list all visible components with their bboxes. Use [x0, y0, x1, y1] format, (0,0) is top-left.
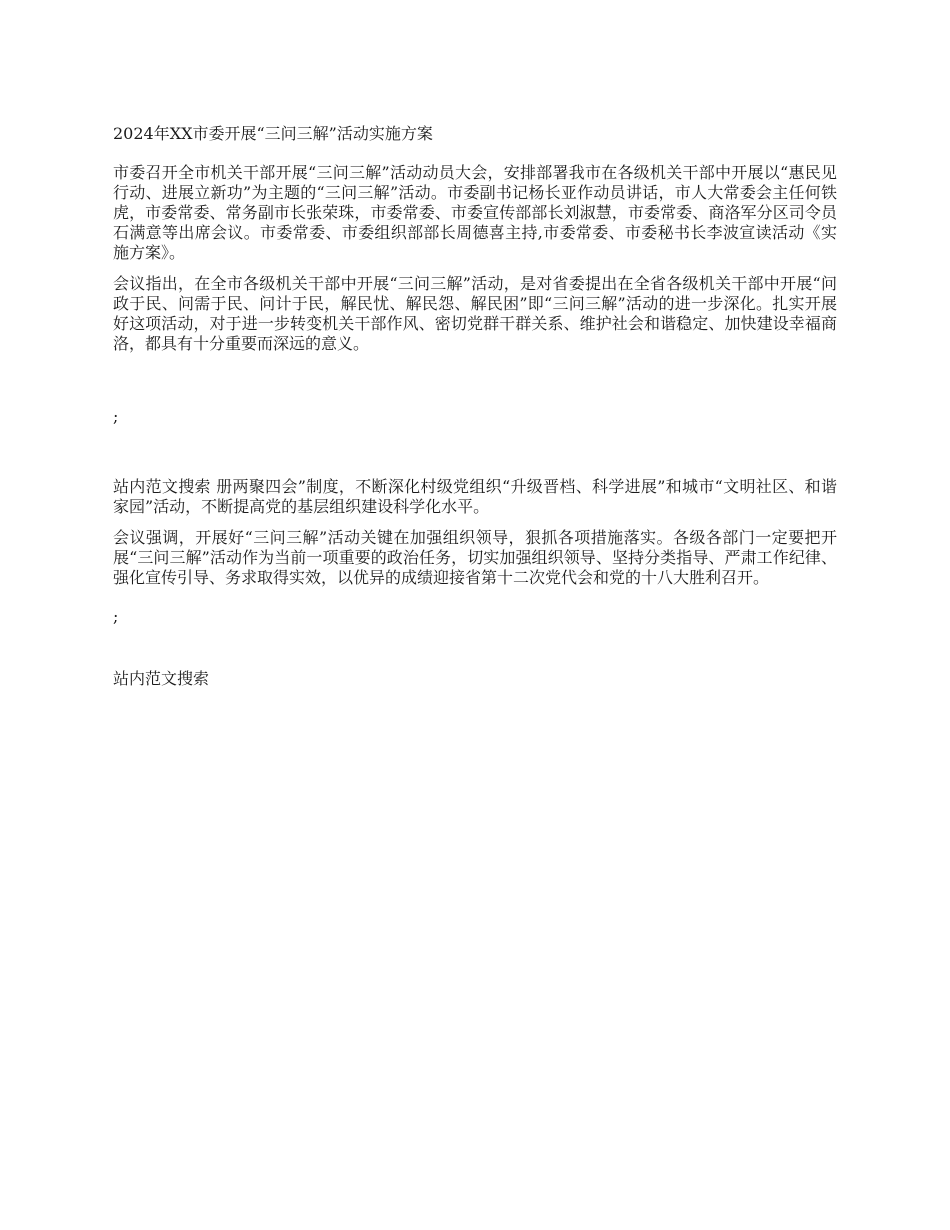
paragraph-meeting-emphasis: 会议强调，开展好“三问三解”活动关键在加强组织领导，狠抓各项措施落实。各级各部门一定要把开展“三问三解”活动作为当前一项重要的政治任务，切实加强组织领导、坚持分类指导、严肃工作纪律、强化宣传引导、务求取得实效，以优异的成绩迎接省第十二次党代会和党的十八大胜利召开。	[113, 528, 837, 587]
paragraph-meeting-points: 会议指出，在全市各级机关干部中开展“三问三解”活动，是对省委提出在全省各级机关干部中开展“问政于民、问需于民、问计于民，解民忧、解民怨、解民困”即“三问三解”活动的进一步深化。扎实开展好这项活动，对于进一步转变机关干部作风、密切党群干群关系、维护社会和谐稳定、加快建设幸福商洛，都具有十分重要而深远的意义。	[113, 274, 837, 353]
document-page	[113, 124, 837, 689]
spacer	[113, 365, 837, 407]
spacer	[113, 627, 837, 669]
paragraph-meeting-intro: 市委召开全市机关干部开展“三问三解”活动动员大会，安排部署我市在各级机关干部中开展以“惠民见行动、进展立新功”为主题的“三问三解”活动。市委副书记杨长亚作动员讲话，市人大常委会主任何铁虎，市委常委、常务副市长张荣珠，市委常委、市委宣传部部长刘淑慧，市委常委、商洛军分区司令员石满意等出席会议。市委常委、市委组织部部长周德喜主持,市委常委、市委秘书长李波宣读活动《实施方案》。	[113, 163, 837, 262]
document-title: 2024年XX市委开展“三问三解”活动实施方案	[113, 124, 433, 143]
separator-semicolon: ;	[113, 407, 119, 426]
separator-semicolon: ;	[113, 607, 119, 626]
spacer	[113, 599, 837, 607]
paragraph-grassroots: 站内范文搜索 册两聚四会”制度，不断深化村级党组织“升级晋档、科学进展”和城市“文明社区、和谐家园”活动，不断提高党的基层组织建设科学化水平。	[113, 477, 837, 516]
site-search-link[interactable]: 站内范文搜索	[113, 669, 210, 688]
spacer	[113, 427, 837, 477]
